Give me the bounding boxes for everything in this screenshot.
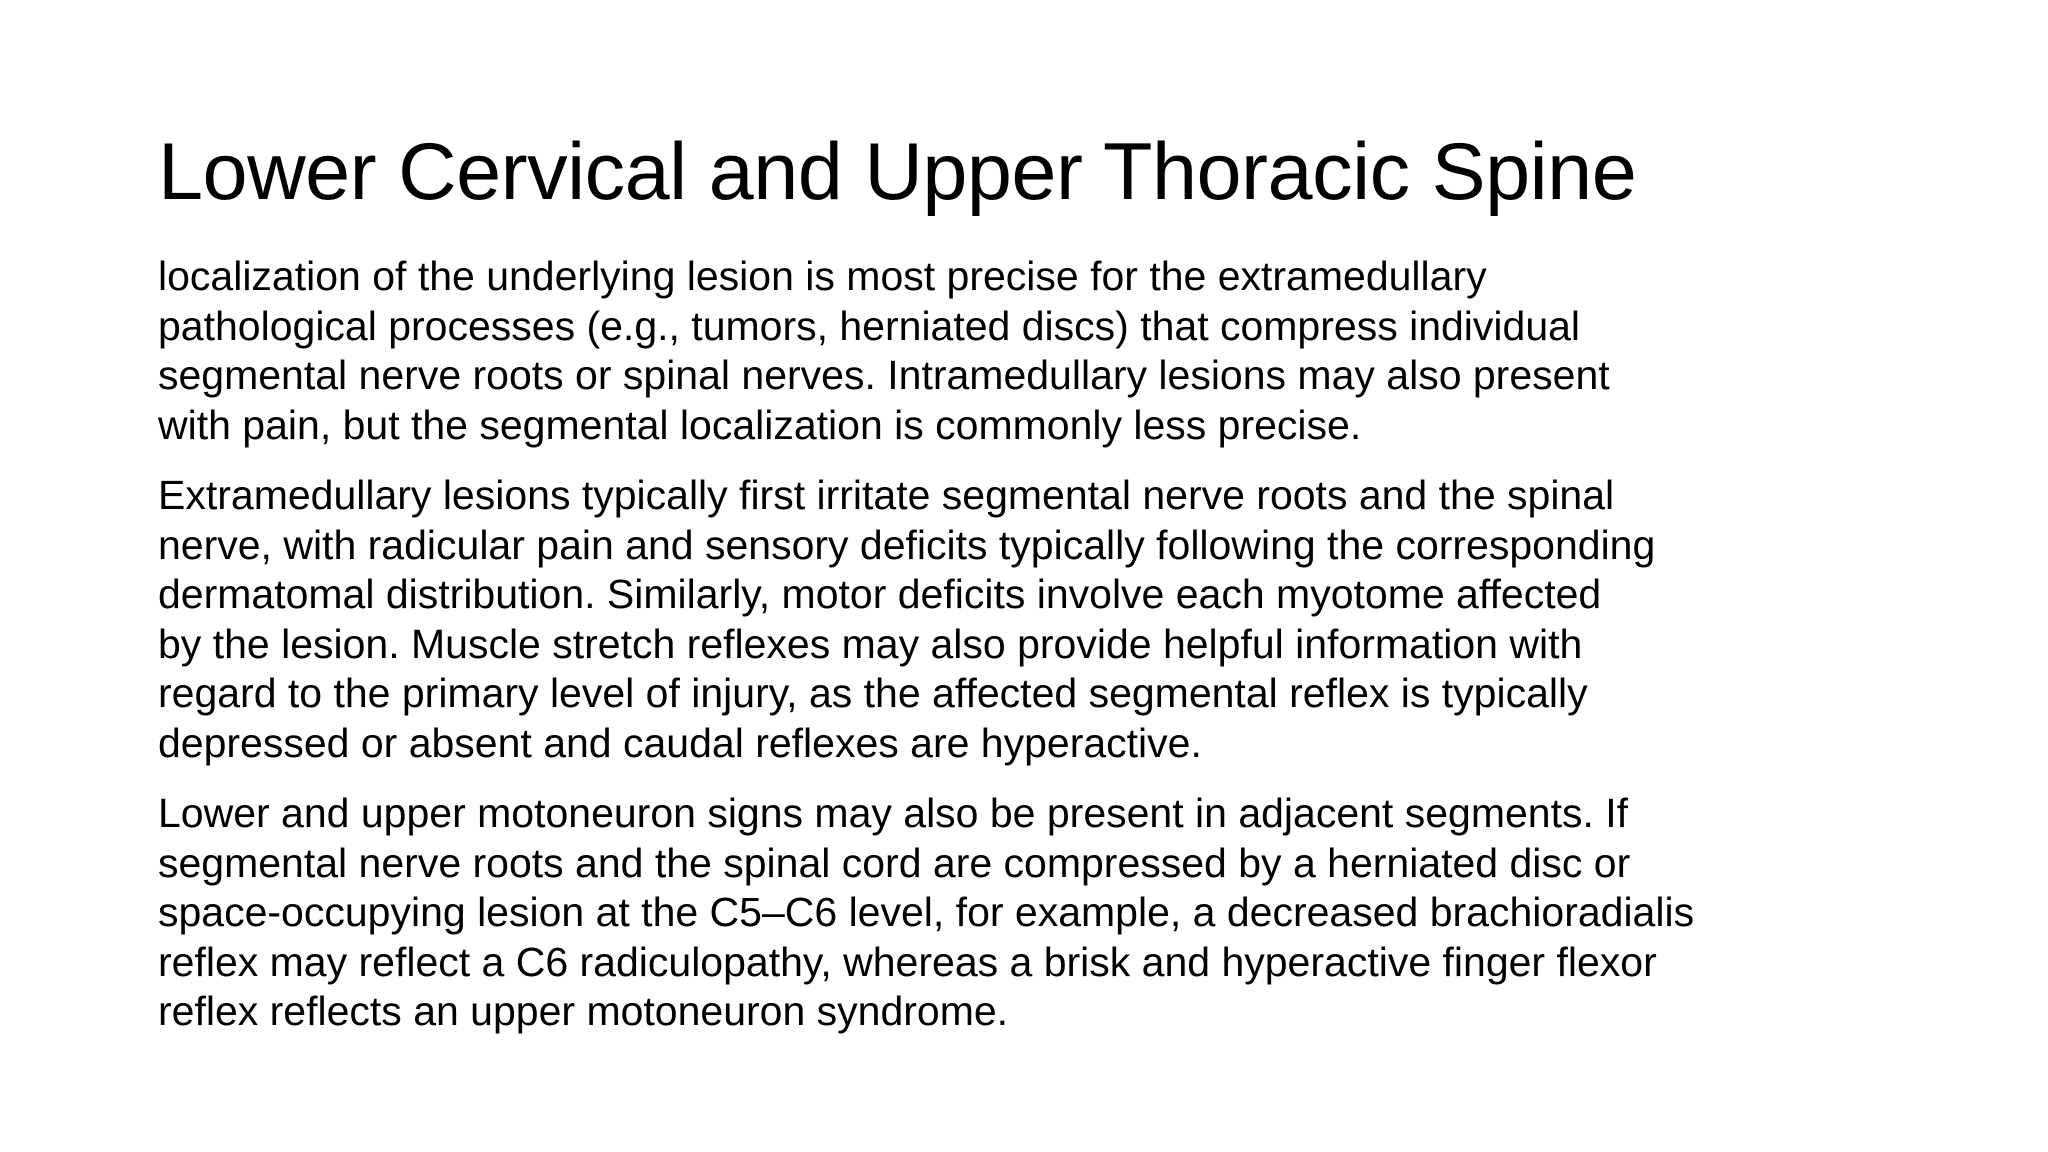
- paragraph-3: [158, 789, 1918, 1037]
- paragraph-line: regard to the primary level of injury, as the affected segmental reflex is typically: [158, 670, 1588, 716]
- paragraph-line: nerve, with radicular pain and sensory deficits typically following the corresponding: [158, 521, 1656, 568]
- slide-title: Lower Cervical and Upper Thoracic Spine: [158, 127, 1637, 217]
- paragraph-line: segmental nerve roots or spinal nerves. Intramedullary lesions may also present: [158, 352, 1610, 398]
- paragraph-line: reflex reflects an upper motoneuron syndrome.: [158, 988, 1009, 1034]
- paragraph-line: by the lesion. Muscle stretch reflexes may also provide helpful information with: [158, 620, 1583, 667]
- paragraph-line: reflex may reflect a C6 radiculopathy, whereas a brisk and hyperactive finger flexor: [158, 938, 1657, 985]
- paragraph-line: localization of the underlying lesion is most precise for the extramedullary: [158, 253, 1487, 299]
- paragraph-line: Lower and upper motoneuron signs may also be present in adjacent segments. If: [158, 790, 1629, 836]
- paragraph-1: [158, 252, 1918, 450]
- paragraph-line: space-occupying lesion at the C5–C6 level, for example, a decreased brachioradialis: [158, 889, 1695, 935]
- paragraph-line: dermatomal distribution. Similarly, motor deficits involve each myotome affected: [158, 571, 1602, 617]
- paragraph-line: with pain, but the segmental localization is commonly less precise.: [158, 401, 1362, 448]
- paragraph-2: [158, 471, 1918, 768]
- paragraph-line: pathological processes (e.g., tumors, herniated discs) that compress individual: [158, 302, 1581, 349]
- paragraph-line: depressed or absent and caudal reflexes are hyperactive.: [158, 719, 1202, 766]
- paragraph-line: Extramedullary lesions typically first irritate segmental nerve roots and the spinal: [158, 472, 1615, 518]
- paragraph-line: segmental nerve roots and the spinal cord are compressed by a herniated disc or: [158, 839, 1631, 886]
- slide-body: [158, 252, 1918, 1058]
